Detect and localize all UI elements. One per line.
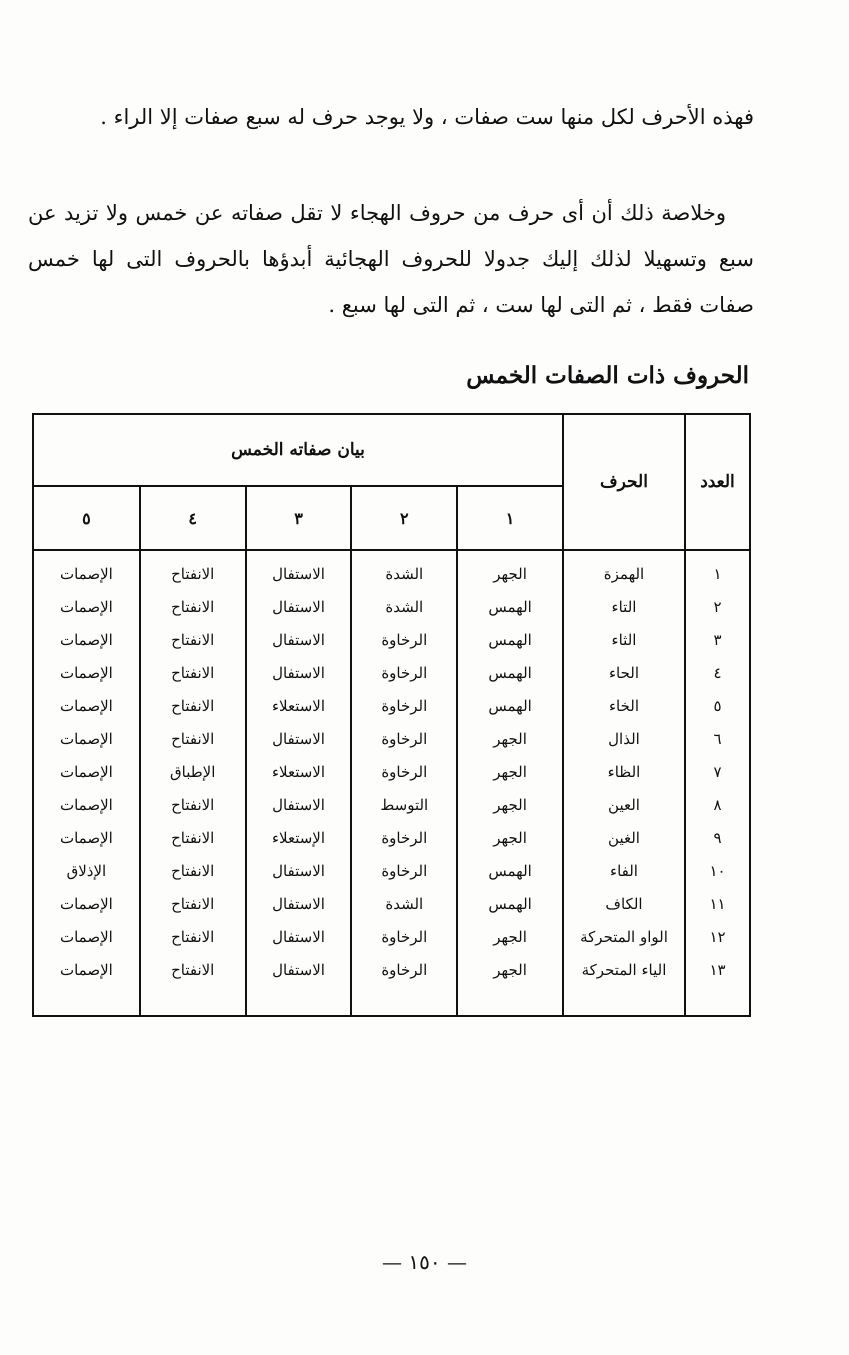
row-attr-5: الإصمات bbox=[59, 762, 113, 781]
row-index: ٥ bbox=[685, 689, 749, 722]
row-attr-5: الإصمات bbox=[59, 729, 113, 748]
page-number: — ١٥٠ — bbox=[382, 1250, 467, 1274]
row-attr-3: الاستفال bbox=[246, 788, 352, 821]
row-letter: العين bbox=[563, 788, 685, 821]
header-attr-3: ٣ bbox=[246, 486, 352, 550]
row-attr-2: الرخاوة bbox=[351, 656, 457, 689]
row-letter: الياء المتحركة bbox=[563, 953, 685, 986]
row-attr-2: الرخاوة bbox=[351, 920, 457, 953]
row-attr-1: الجهر bbox=[457, 788, 563, 821]
row-attr-4: الانفتاح bbox=[140, 722, 246, 755]
row-attr-4: الانفتاح bbox=[140, 887, 246, 920]
row-attr-3: الاستفال bbox=[246, 854, 352, 887]
row-attr-2: التوسط bbox=[351, 788, 457, 821]
row-letter: الثاء bbox=[563, 623, 685, 656]
row-attr-2: الرخاوة bbox=[351, 689, 457, 722]
row-attr-5: الإصمات bbox=[59, 894, 113, 913]
row-index: ١٣ bbox=[685, 953, 749, 986]
row-index: ١ bbox=[685, 557, 749, 590]
row-attr-3: الاستعلاء bbox=[246, 755, 352, 788]
table-row bbox=[34, 821, 749, 854]
row-letter: الخاء bbox=[563, 689, 685, 722]
row-attr-5: الإصمات bbox=[59, 663, 113, 682]
row-letter: الظاء bbox=[563, 755, 685, 788]
row-attr-5: الإصمات bbox=[59, 696, 113, 715]
row-attr-3: الاستفال bbox=[246, 722, 352, 755]
row-index: ٨ bbox=[685, 788, 749, 821]
row-attr-1: الهمس bbox=[457, 854, 563, 887]
table-row bbox=[34, 590, 749, 623]
table-row bbox=[34, 722, 749, 755]
row-attr-5: الإصمات bbox=[59, 927, 113, 946]
row-attr-2: الشدة bbox=[351, 557, 457, 590]
row-letter: الغين bbox=[563, 821, 685, 854]
row-attr-3: الاستفال bbox=[246, 920, 352, 953]
table-row bbox=[34, 953, 749, 986]
row-letter: الذال bbox=[563, 722, 685, 755]
row-attr-5: الإصمات bbox=[59, 630, 113, 649]
row-attr-2: الشدة bbox=[351, 887, 457, 920]
row-attr-1: الهمس bbox=[457, 623, 563, 656]
row-attr-3: الإستعلاء bbox=[246, 821, 352, 854]
row-attr-4: الانفتاح bbox=[140, 656, 246, 689]
table-row bbox=[34, 689, 749, 722]
row-letter: الهمزة bbox=[563, 557, 685, 590]
row-attr-4: الانفتاح bbox=[140, 689, 246, 722]
table-heading: الحروف ذات الصفات الخمس bbox=[466, 362, 749, 389]
row-index: ١٢ bbox=[685, 920, 749, 953]
header-letter: الحرف bbox=[563, 415, 685, 550]
row-index: ١٠ bbox=[685, 854, 749, 887]
row-attr-4: الانفتاح bbox=[140, 953, 246, 986]
row-index: ٧ bbox=[685, 755, 749, 788]
row-attr-5: الإصمات bbox=[59, 960, 113, 979]
header-attr-4: ٤ bbox=[140, 486, 246, 550]
row-attr-2: الرخاوة bbox=[351, 821, 457, 854]
row-attr-3: الاستفال bbox=[246, 557, 352, 590]
row-index: ٣ bbox=[685, 623, 749, 656]
row-attr-3: الاستفال bbox=[246, 623, 352, 656]
row-attr-4: الانفتاح bbox=[140, 557, 246, 590]
attributes-table bbox=[32, 413, 751, 1017]
row-letter: الكاف bbox=[563, 887, 685, 920]
row-letter: الفاء bbox=[563, 854, 685, 887]
header-attr-2: ٢ bbox=[351, 486, 457, 550]
paragraph-1: فهذه الأحرف لكل منها ست صفات ، ولا يوجد حرف له سبع صفات إلا الراء . bbox=[100, 105, 754, 129]
row-attr-1: الهمس bbox=[457, 689, 563, 722]
row-attr-5: الإصمات bbox=[59, 597, 113, 616]
row-attr-3: الاستعلاء bbox=[246, 689, 352, 722]
table-row bbox=[34, 887, 749, 920]
header-attr-1: ١ bbox=[457, 486, 563, 550]
row-attr-2: الرخاوة bbox=[351, 755, 457, 788]
row-attr-4: الانفتاح bbox=[140, 788, 246, 821]
row-attr-4: الانفتاح bbox=[140, 821, 246, 854]
row-attr-2: الرخاوة bbox=[351, 722, 457, 755]
table-row bbox=[34, 755, 749, 788]
row-index: ٩ bbox=[685, 821, 749, 854]
row-attr-4: الانفتاح bbox=[140, 623, 246, 656]
row-attr-2: الرخاوة bbox=[351, 854, 457, 887]
row-attr-2: الرخاوة bbox=[351, 623, 457, 656]
table-row bbox=[34, 557, 749, 590]
table-row bbox=[34, 854, 749, 887]
row-attr-2: الشدة bbox=[351, 590, 457, 623]
row-attr-5: الإصمات bbox=[59, 564, 113, 583]
table-row bbox=[34, 788, 749, 821]
row-letter: الحاء bbox=[563, 656, 685, 689]
row-index: ١١ bbox=[685, 887, 749, 920]
header-attr-5: ٥ bbox=[34, 486, 140, 550]
table-row bbox=[34, 623, 749, 656]
row-attr-1: الهمس bbox=[457, 590, 563, 623]
table-row bbox=[34, 656, 749, 689]
row-attr-3: الاستفال bbox=[246, 953, 352, 986]
row-attr-3: الاستفال bbox=[246, 656, 352, 689]
row-index: ٦ bbox=[685, 722, 749, 755]
paragraph-2: وخلاصة ذلك أن أى حرف من حروف الهجاء لا تقل صفاته عن خمس ولا تزيد عن سبع وتسهيلا لذلك إليك جدولا للحروف الهجائية أبدؤها بالحروف التى لها خمس صفات فقط ، ثم التى لها ست ، ثم التى لها سبع . bbox=[28, 201, 754, 317]
row-attr-1: الجهر bbox=[457, 722, 563, 755]
row-attr-1: الجهر bbox=[457, 953, 563, 986]
row-attr-4: الانفتاح bbox=[140, 590, 246, 623]
row-attr-4: الانفتاح bbox=[140, 854, 246, 887]
row-attr-3: الاستفال bbox=[246, 590, 352, 623]
row-letter: الواو المتحركة bbox=[563, 920, 685, 953]
row-attr-4: الإطباق bbox=[140, 755, 246, 788]
row-attr-1: الجهر bbox=[457, 755, 563, 788]
header-attributes-group: بيان صفاته الخمس bbox=[34, 415, 563, 486]
row-attr-2: الرخاوة bbox=[351, 953, 457, 986]
row-attr-5: الإصمات bbox=[59, 828, 113, 847]
row-attr-5: الإذلاق bbox=[66, 861, 107, 880]
row-attr-1: الجهر bbox=[457, 920, 563, 953]
table-row bbox=[34, 920, 749, 953]
header-index: العدد bbox=[685, 415, 749, 550]
row-attr-1: الهمس bbox=[457, 656, 563, 689]
row-attr-1: الهمس bbox=[457, 887, 563, 920]
row-attr-3: الاستفال bbox=[246, 887, 352, 920]
row-attr-5: الإصمات bbox=[59, 795, 113, 814]
row-attr-1: الجهر bbox=[457, 557, 563, 590]
table-body bbox=[34, 550, 749, 1015]
row-attr-4: الانفتاح bbox=[140, 920, 246, 953]
row-letter: التاء bbox=[563, 590, 685, 623]
row-index: ٤ bbox=[685, 656, 749, 689]
row-attr-1: الجهر bbox=[457, 821, 563, 854]
row-index: ٢ bbox=[685, 590, 749, 623]
